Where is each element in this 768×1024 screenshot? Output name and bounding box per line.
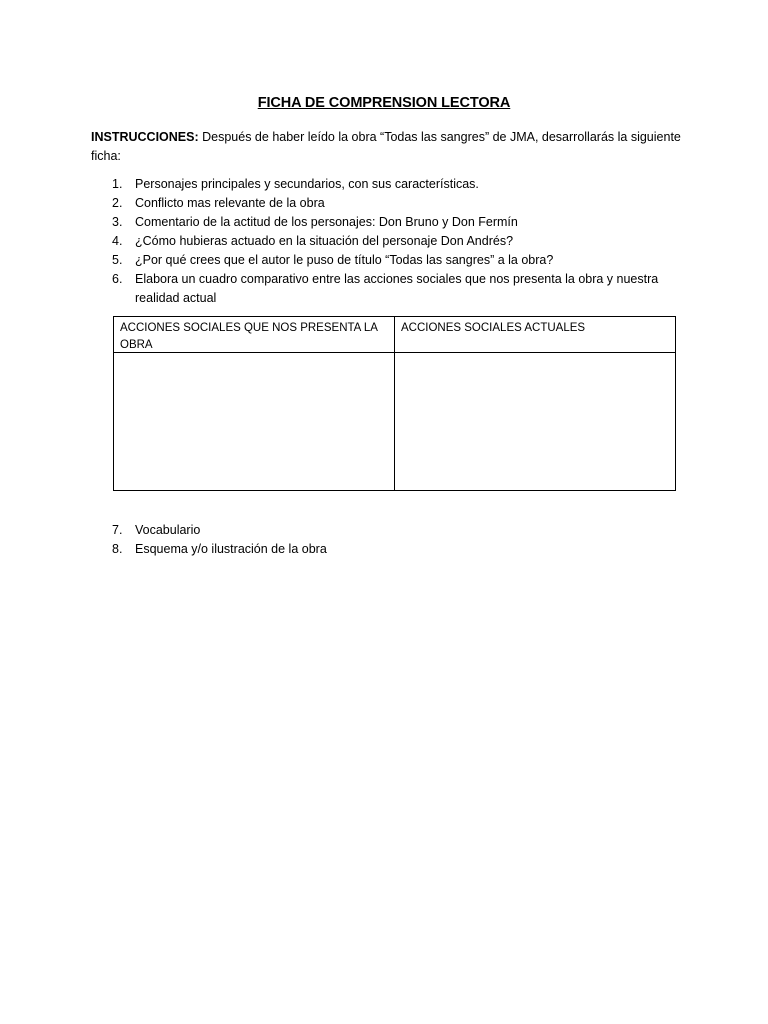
list-item-text: ¿Por qué crees que el autor le puso de título “Todas las sangres” a la obra?	[135, 253, 554, 267]
table-header-cell: ACCIONES SOCIALES QUE NOS PRESENTA LA OBRA	[114, 317, 395, 353]
instructions-label: INSTRUCCIONES:	[91, 130, 199, 144]
table-cell[interactable]	[114, 353, 395, 490]
comparison-table	[113, 316, 676, 491]
list-item-number: 5.	[112, 253, 123, 267]
table-header-cell: ACCIONES SOCIALES ACTUALES	[395, 317, 675, 353]
list-item	[91, 232, 681, 251]
list-item	[91, 540, 681, 559]
list-item-number: 2.	[112, 196, 123, 210]
list-item	[91, 251, 681, 270]
list-item-number: 1.	[112, 177, 123, 191]
list-item	[91, 194, 681, 213]
list-item-text: Comentario de la actitud de los personajes: Don Bruno y Don Fermín	[135, 215, 518, 229]
list-item-text: Personajes principales y secundarios, con sus características.	[135, 177, 479, 191]
list-item-text: Esquema y/o ilustración de la obra	[135, 542, 327, 556]
question-list	[91, 175, 681, 308]
list-item	[91, 213, 681, 232]
question-list-continued	[91, 521, 681, 559]
table-cell[interactable]	[395, 353, 675, 490]
list-item-text: Elabora un cuadro comparativo entre las acciones sociales que nos presenta la obra y nuestra realidad actual	[135, 272, 659, 305]
list-item	[91, 521, 681, 540]
list-item-text: Vocabulario	[135, 523, 201, 537]
list-item-text: ¿Cómo hubieras actuado en la situación del personaje Don Andrés?	[135, 234, 514, 248]
list-item-number: 6.	[112, 272, 123, 286]
list-item	[91, 175, 681, 194]
list-item-number: 8.	[112, 542, 123, 556]
list-item-number: 4.	[112, 234, 123, 248]
list-item-number: 7.	[112, 523, 123, 537]
instructions-paragraph	[91, 128, 681, 166]
document-title: FICHA DE COMPRENSION LECTORA	[257, 95, 511, 111]
list-item-number: 3.	[112, 215, 123, 229]
list-item	[91, 270, 681, 308]
instructions-text: Después de haber leído la obra “Todas las sangres” de JMA, desarrollarás la siguiente ficha:	[91, 130, 681, 163]
list-item-text: Conflicto mas relevante de la obra	[135, 196, 325, 210]
